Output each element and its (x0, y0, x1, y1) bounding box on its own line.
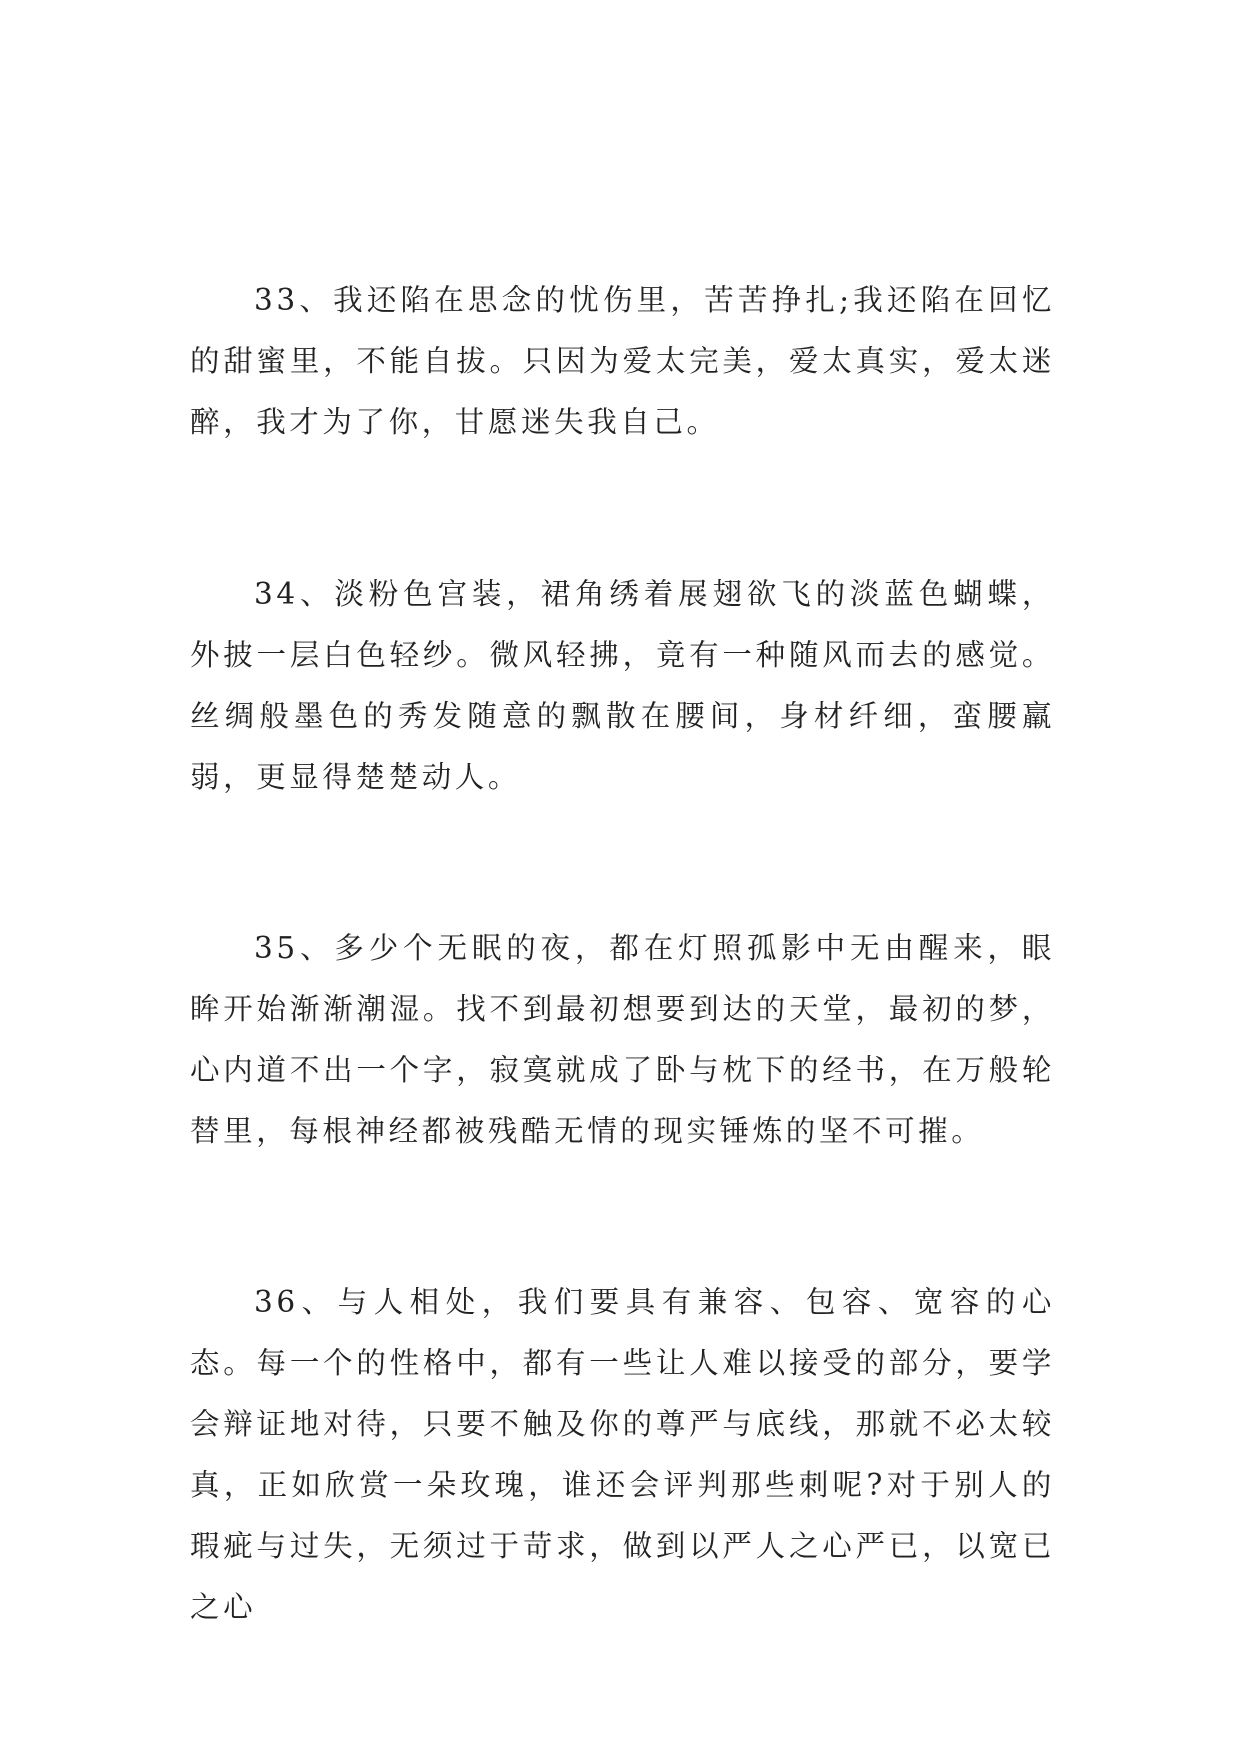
paragraph-35: 35、多少个无眠的夜，都在灯照孤影中无由醒来，眼眸开始渐渐潮湿。找不到最初想要到达的天堂，最初的梦，心内道不出一个字，寂寞就成了卧与枕下的经书，在万般轮替里，每根神经都被残酷无情的现实锤炼的坚不可摧。 (190, 931, 1055, 1148)
paragraph-33: 33、我还陷在思念的忧伤里，苦苦挣扎;我还陷在回忆的甜蜜里，不能自拔。只因为爱太完美，爱太真实，爱太迷醉，我才为了你，甘愿迷失我自己。 (190, 283, 1055, 439)
paragraph-36: 36、与人相处，我们要具有兼容、包容、宽容的心态。每一个的性格中，都有一些让人难以接受的部分，要学会辩证地对待，只要不触及你的尊严与底线，那就不必太较真，正如欣赏一朵玫瑰，谁还会评判那些刺呢?对于别人的瑕疵与过失，无须过于苛求，做到以严人之心严已，以宽已之心 (190, 1285, 1055, 1624)
paragraph-34: 34、淡粉色宫装，裙角绣着展翅欲飞的淡蓝色蝴蝶，外披一层白色轻纱。微风轻拂，竟有一种随风而去的感觉。丝绸般墨色的秀发随意的飘散在腰间，身材纤细，蛮腰羸弱，更显得楚楚动人。 (190, 577, 1055, 794)
